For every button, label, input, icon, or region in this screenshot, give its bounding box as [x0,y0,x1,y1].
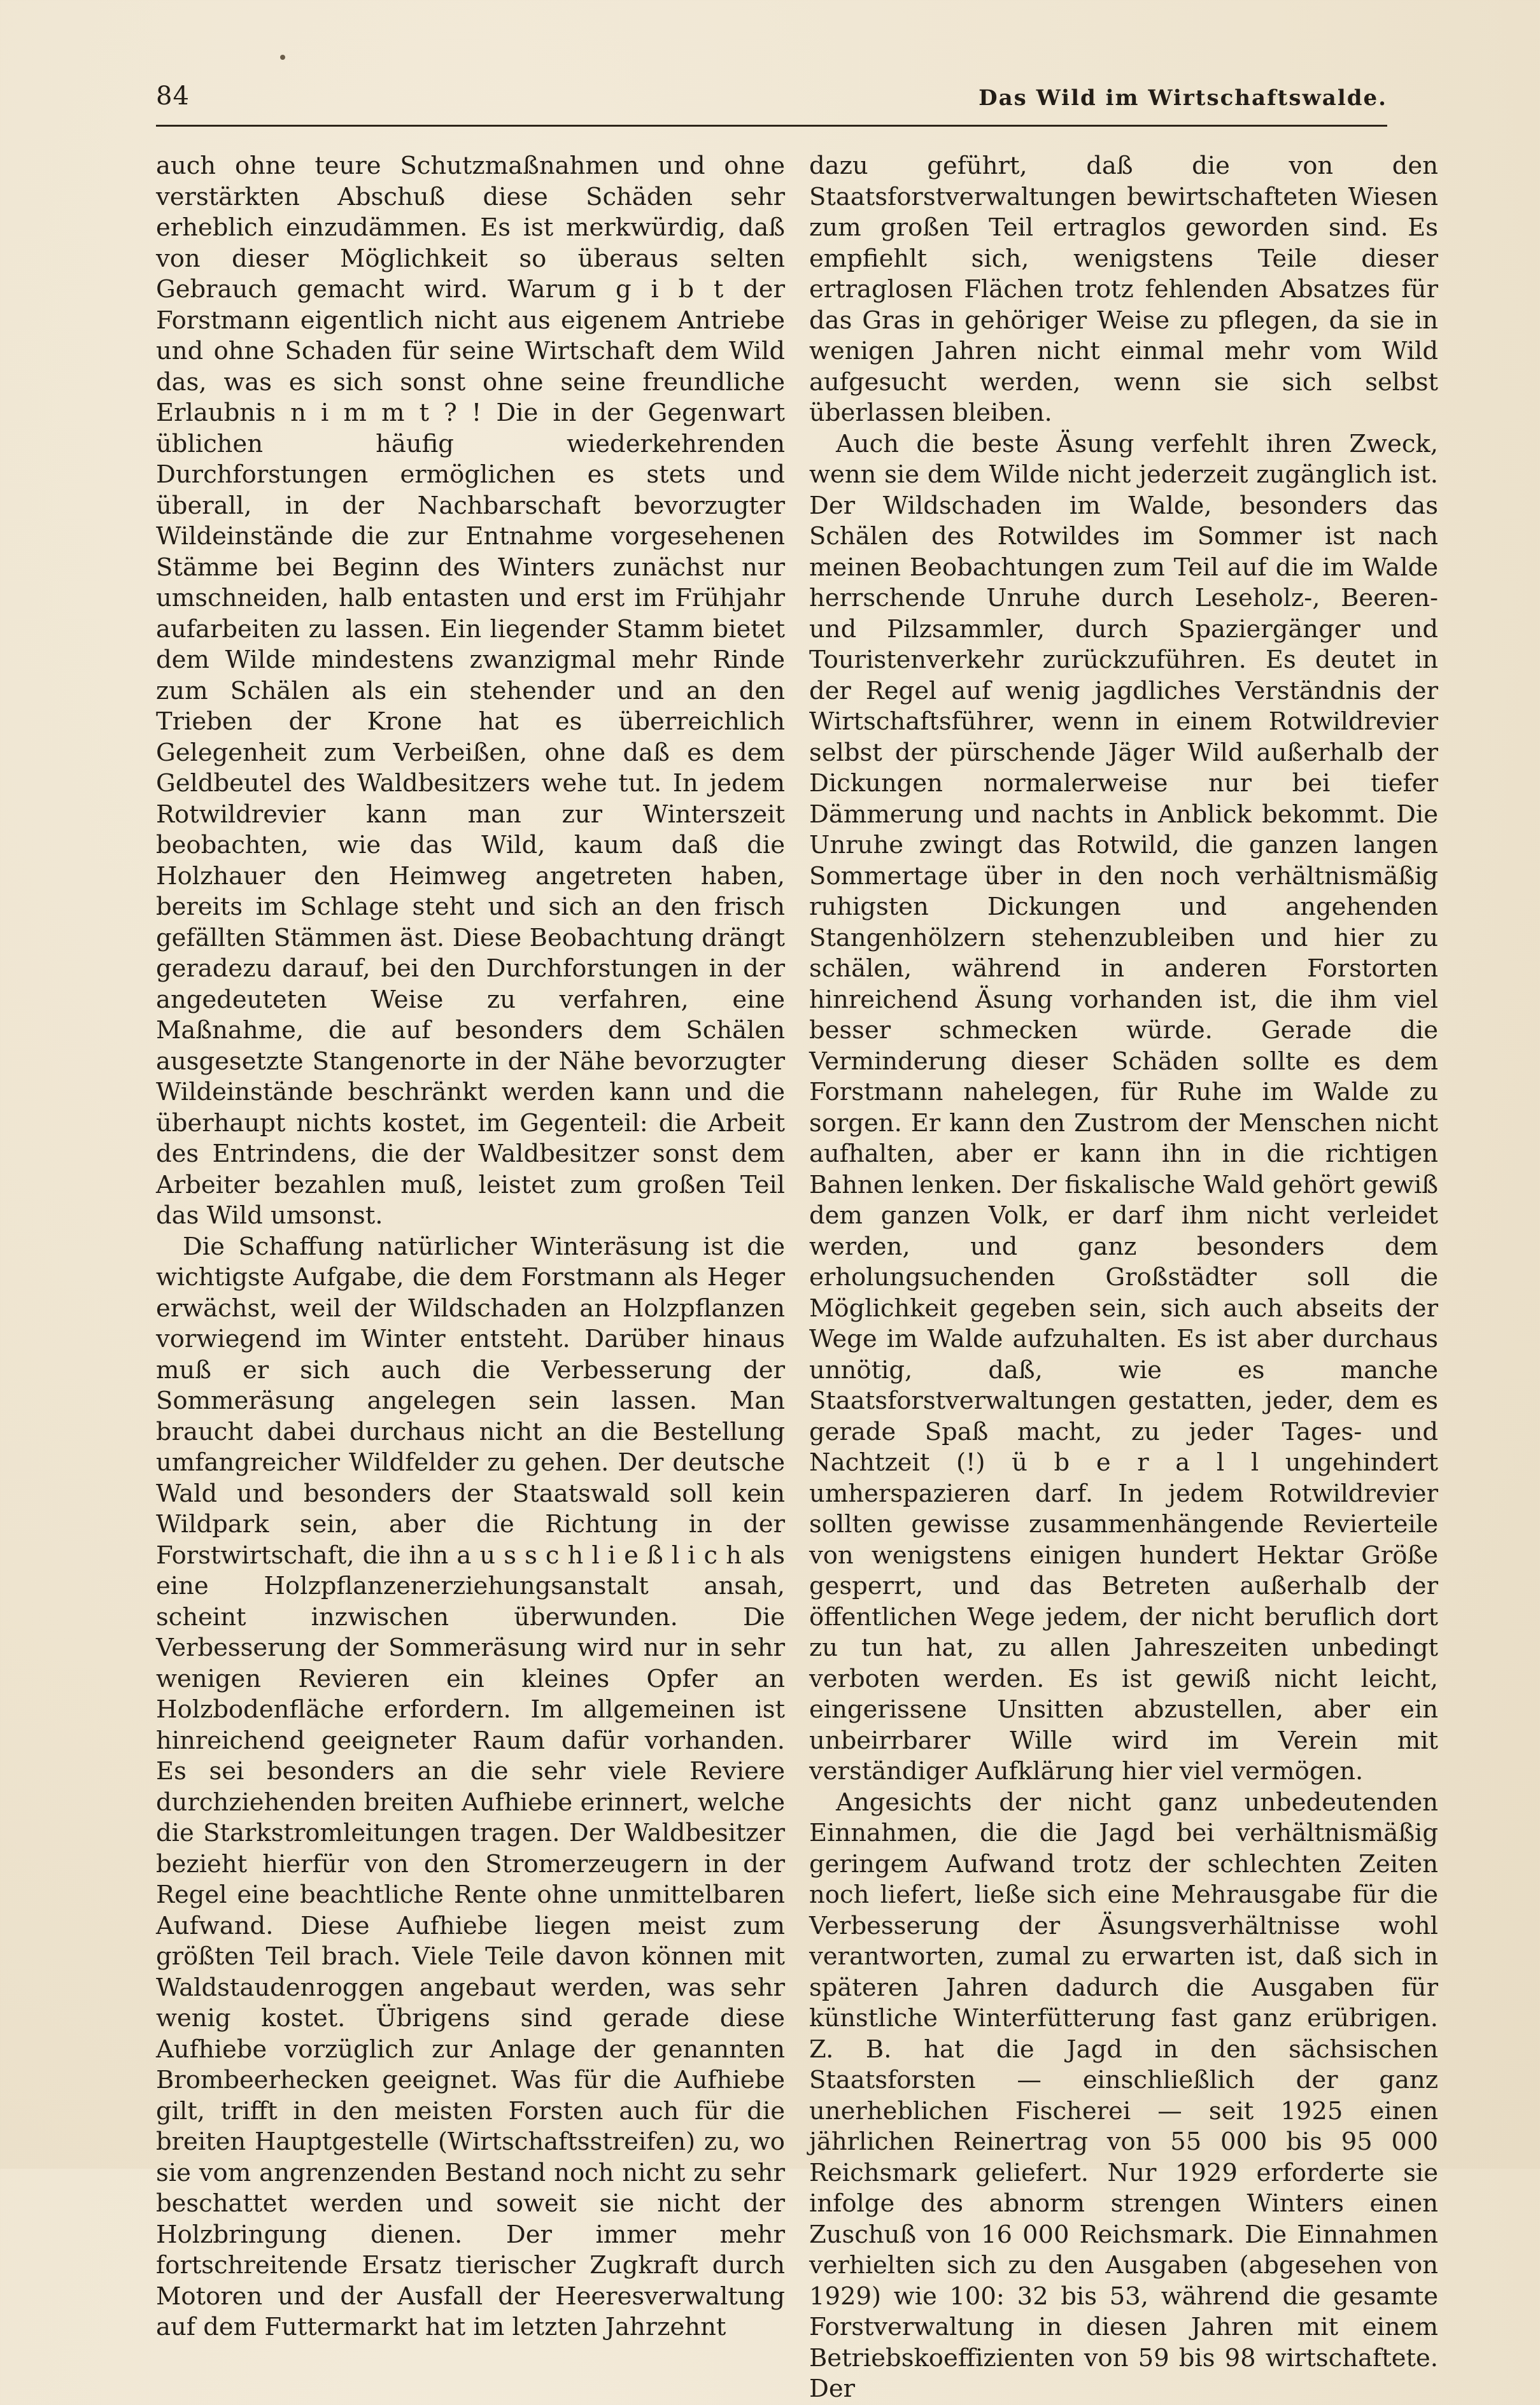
page-number: 84 [156,81,190,111]
paragraph: Angesichts der nicht ganz unbedeutenden Einnahmen, die die Jagd bei verhältnismäßig geringem Aufwand trotz der schlechten Zeiten noch liefert, ließe sich eine Mehrausgabe für die Verbesserung der Äsungsverhältnisse wohl verantworten, zumal zu erwarten ist, daß sich in späteren Jahren dadurch die Ausgaben für künstliche Winterfütterung fast ganz erübrigen. Z. B. hat die Jagd in den sächsischen Staatsforsten — einschließlich der ganz unerheblichen Fischerei — seit 1925 einen jährlichen Reinertrag von 55 000 bis 95 000 Reichsmark geliefert. Nur 1929 erforderte sie infolge des abnorm strengen Winters einen Zuschuß von 16 000 Reichsmark. Die Einnahmen verhielten sich zu den Ausgaben (abgesehen von 1929) wie 100: 32 bis 53, während die gesamte Forstverwaltung in diesen Jahren mit einem Betriebskoeffizienten von 59 bis 98 wirtschaftete. Der [809,1788,1438,2403]
ink-speck [280,55,285,60]
page-header [156,81,1387,120]
left-column [156,151,785,2343]
right-column [809,151,1438,2405]
header-rule [156,125,1387,127]
paragraph: Die Schaffung natürlicher Winteräsung ist die wichtigste Aufgabe, die dem Forstmann als Heger erwächst, weil der Wildschaden an Holzpflanzen vorwiegend im Winter entsteht. Darüber hinaus muß er sich auch die Verbesserung der Sommeräsung angelegen sein lassen. Man braucht dabei durchaus nicht an die Bestellung umfangreicher Wildfelder zu gehen. Der deutsche Wald und besonders der Staatswald soll kein Wildpark sein, aber die Richtung in der Forstwirtschaft, die ihn a u s s c h l i e ß l i c h als eine Holzpflanzenerziehungsanstalt ansah, scheint inzwischen überwunden. Die Verbesserung der Sommeräsung wird nur in sehr wenigen Revieren ein kleines Opfer an Holzbodenfläche erfordern. Im allgemeinen ist hinreichend geeigneter Raum dafür vorhanden. Es sei besonders an die sehr viele Reviere durchziehenden breiten Aufhiebe erinnert, welche die Starkstromleitungen tragen. Der Waldbesitzer bezieht hierfür von den Stromerzeugern in der Regel eine beachtliche Rente ohne unmittelbaren Aufwand. Diese Aufhiebe liegen meist zum größten Teil brach. Viele Teile davon können mit Waldstaudenroggen angebaut werden, was sehr wenig kostet. Übrigens sind gerade diese Aufhiebe vorzüglich zur Anlage der genannten Brombeerhecken geeignet. Was für die Aufhiebe gilt, trifft in den meisten Forsten auch für die breiten Hauptgestelle (Wirtschaftsstreifen) zu, wo sie vom angrenzenden Bestand noch nicht zu sehr beschattet werden und soweit sie nicht der Holzbringung dienen. Der immer mehr fortschreitende Ersatz tierischer Zugkraft durch Motoren und der Ausfall der Heeresverwaltung auf dem Futtermarkt hat im letzten Jahrzehnt [156,1232,785,2341]
paragraph: auch ohne teure Schutzmaßnahmen und ohne verstärkten Abschuß diese Schäden sehr erheblich einzudämmen. Es ist merkwürdig, daß von dieser Möglichkeit so überaus selten Gebrauch gemacht wird. Warum g i b t der Forstmann eigentlich nicht aus eigenem Antriebe und ohne Schaden für seine Wirtschaft dem Wild das, was es sich sonst ohne seine freundliche Erlaubnis n i m m t ? ! Die in der Gegenwart üblichen häufig wiederkehrenden Durchforstungen ermöglichen es stets und überall, in der Nachbarschaft bevorzugter Wildeinstände die zur Entnahme vorgesehenen Stämme bei Beginn des Winters zunächst nur umschneiden, halb entasten und erst im Frühjahr aufarbeiten zu lassen. Ein liegender Stamm bietet dem Wilde mindestens zwanzigmal mehr Rinde zum Schälen als ein stehender und an den Trieben der Krone hat es überreichlich Gelegenheit zum Verbeißen, ohne daß es dem Geldbeutel des Waldbesitzers wehe tut. In jedem Rotwildrevier kann man zur Winterszeit beobachten, wie das Wild, kaum daß die Holzhauer den Heimweg angetreten haben, bereits im Schlage steht und sich an den frisch gefällten Stämmen äst. Diese Beobachtung drängt geradezu darauf, bei den Durchforstungen in der angedeuteten Weise zu verfahren, eine Maßnahme, die auf besonders dem Schälen ausgesetzte Stangenorte in der Nähe bevorzugter Wildeinstände beschränkt werden kann und die überhaupt nichts kostet, im Gegenteil: die Arbeit des Entrindens, die der Waldbesitzer sonst dem Arbeiter bezahlen muß, leistet zum großen Teil das Wild umsonst. [156,152,785,1230]
running-title: Das Wild im Wirtschaftswalde. [978,85,1387,111]
paragraph: dazu geführt, daß die von den Staatsforstverwaltungen bewirtschafteten Wiesen zum großen Teil ertraglos geworden sind. Es empfiehlt sich, wenigstens Teile dieser ertraglosen Flächen trotz fehlenden Absatzes für das Gras in gehöriger Weise zu pflegen, da sie in wenigen Jahren nicht einmal mehr vom Wild aufgesucht werden, wenn sie sich selbst überlassen bleiben. [809,152,1438,427]
paragraph: Auch die beste Äsung verfehlt ihren Zweck, wenn sie dem Wilde nicht jederzeit zugänglich ist. Der Wildschaden im Walde, besonders das Schälen des Rotwildes im Sommer ist nach meinen Beobachtungen zum Teil auf die im Walde herrschende Unruhe durch Leseholz-, Beeren- und Pilzsammler, durch Spaziergänger und Touristenverkehr zurückzuführen. Es deutet in der Regel auf wenig jagdliches Verständnis der Wirtschaftsführer, wenn in einem Rotwildrevier selbst der pürschende Jäger Wild außerhalb der Dickungen normalerweise nur bei tiefer Dämmerung und nachts in Anblick bekommt. Die Unruhe zwingt das Rotwild, die ganzen langen Sommertage über in den noch verhältnismäßig ruhigsten Dickungen und angehenden Stangenhölzern stehenzubleiben und hier zu schälen, während in anderen Forstorten hinreichend Äsung vorhanden ist, die ihm viel besser schmecken würde. Gerade die Verminderung dieser Schäden sollte es dem Forstmann nahelegen, für Ruhe im Walde zu sorgen. Er kann den Zustrom der Menschen nicht aufhalten, aber er kann ihn in die richtigen Bahnen lenken. Der fiskalische Wald gehört gewiß dem ganzen Volk, er darf ihm nicht verleidet werden, und ganz besonders dem erholungsuchenden Großstädter soll die Möglichkeit gegeben sein, sich auch abseits der Wege im Walde aufzuhalten. Es ist aber durchaus unnötig, daß, wie es manche Staatsforstverwaltungen gestatten, jeder, dem es gerade Spaß macht, zu jeder Tages- und Nachtzeit (!) ü b e r a l l ungehindert umherspazieren darf. In jedem Rotwildrevier sollten gewisse zusammenhängende Revierteile von wenigstens einigen hundert Hektar Größe gesperrt, und das Betreten außerhalb der öffentlichen Wege jedem, der nicht beruflich dort zu tun hat, zu allen Jahreszeiten unbedingt verboten werden. Es ist gewiß nicht leicht, eingerissene Unsitten abzustellen, aber ein unbeirrbarer Wille wird im Verein mit verständiger Aufklärung hier viel vermögen. [809,429,1438,1786]
